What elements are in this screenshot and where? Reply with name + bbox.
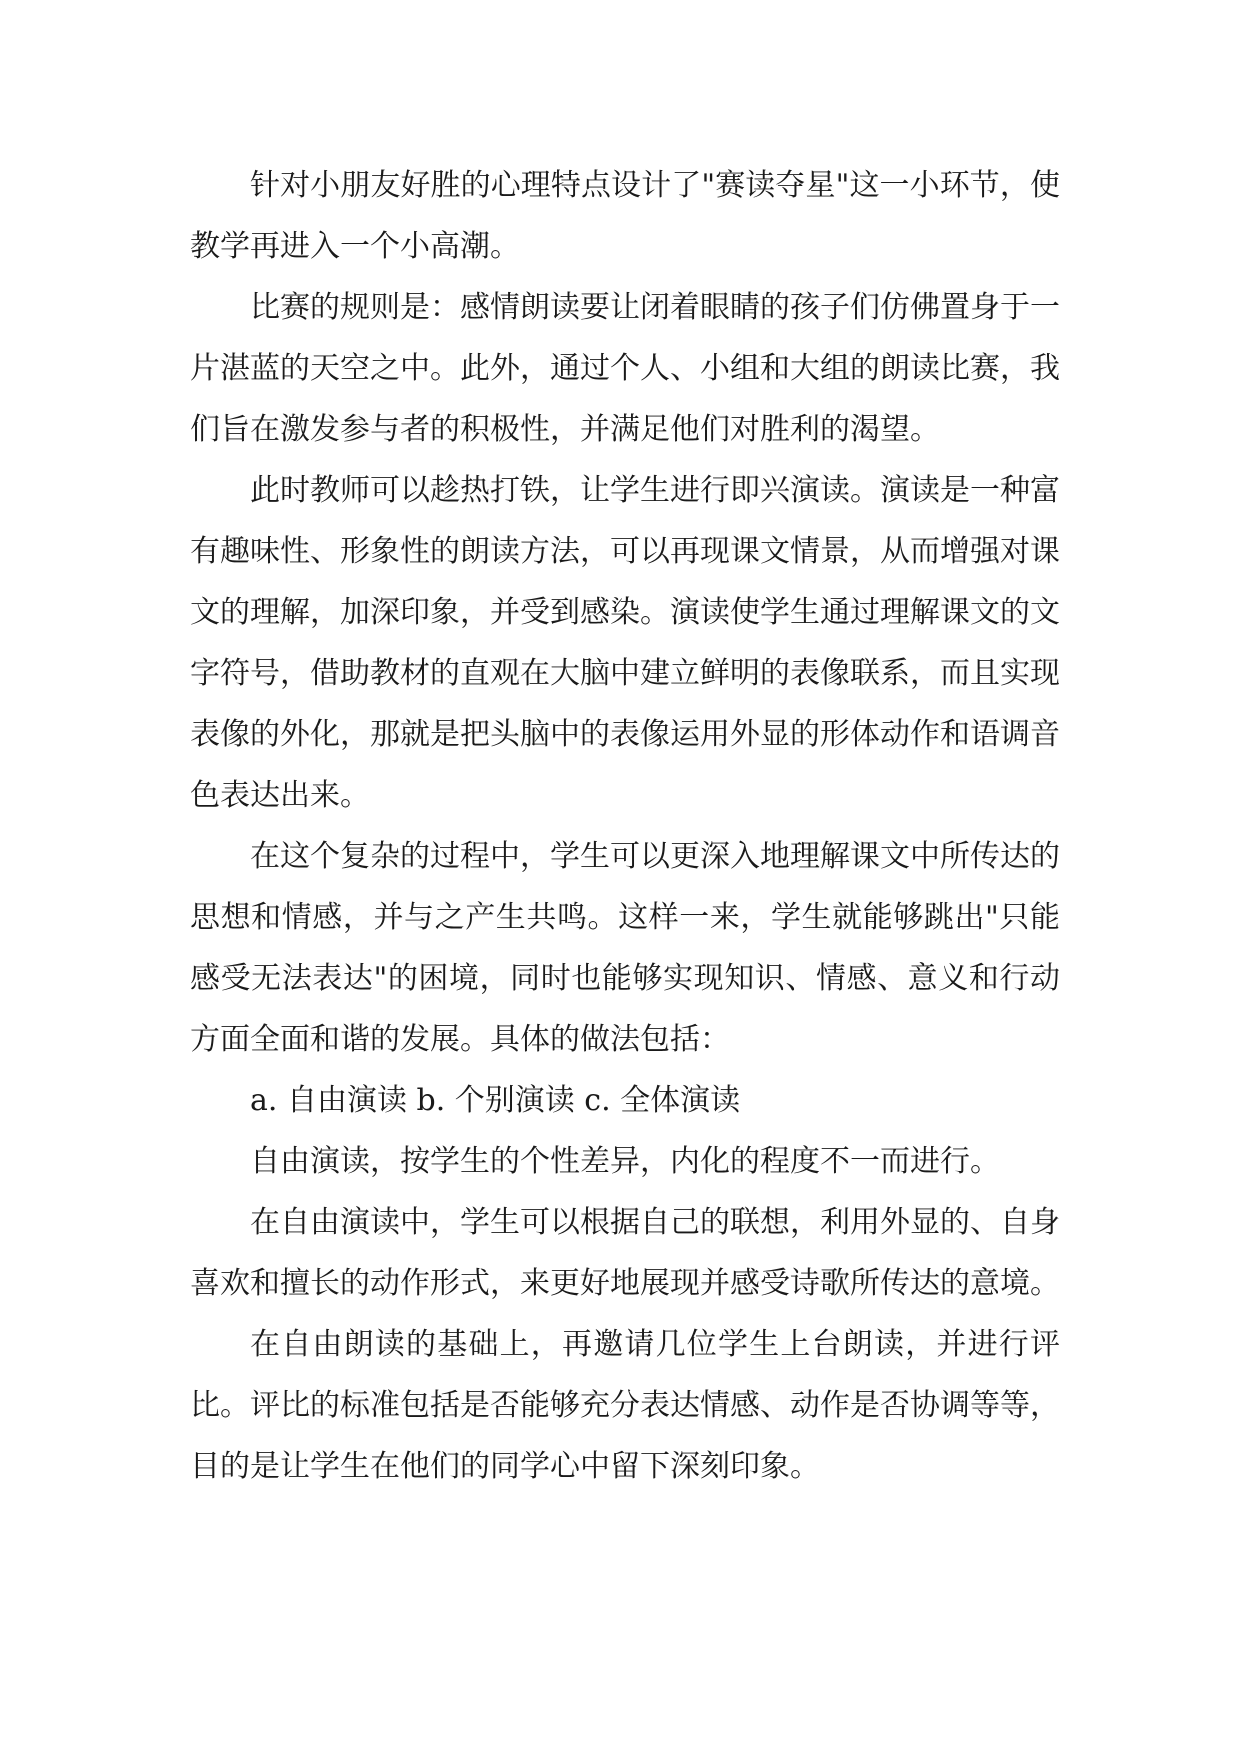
paragraph: 比赛的规则是：感情朗读要让闭着眼睛的孩子们仿佛置身于一片湛蓝的天空之中。此外，通过个人、小组和大组的朗读比赛，我们旨在激发参与者的积极性，并满足他们对胜利的渴望。 xyxy=(190,290,1060,447)
paragraph: 在这个复杂的过程中，学生可以更深入地理解课文中所传达的思想和情感，并与之产生共鸣。这样一来，学生就能够跳出"只能感受无法表达"的困境，同时也能够实现知识、情感、意义和行动方面全面和谐的发展。具体的做法包括： xyxy=(190,839,1060,1057)
paragraph: 在自由演读中，学生可以根据自己的联想，利用外显的、自身喜欢和擅长的动作形式，来更好地展现并感受诗歌所传达的意境。 xyxy=(190,1205,1060,1301)
list-options-line: a. 自由演读 b. 个别演读 c. 全体演读 xyxy=(250,1083,741,1118)
paragraph: 自由演读，按学生的个性差异，内化的程度不一而进行。 xyxy=(250,1144,1000,1179)
paragraph: 此时教师可以趁热打铁，让学生进行即兴演读。演读是一种富有趣味性、形象性的朗读方法，可以再现课文情景，从而增强对课文的理解，加深印象，并受到感染。演读使学生通过理解课文的文字符号，借助教材的直观在大脑中建立鲜明的表像联系，而且实现表像的外化，那就是把头脑中的表像运用外显的形体动作和语调音色表达出来。 xyxy=(190,473,1060,813)
paragraph: 在自由朗读的基础上，再邀请几位学生上台朗读，并进行评比。评比的标准包括是否能够充分表达情感、动作是否协调等等，目的是让学生在他们的同学心中留下深刻印象。 xyxy=(190,1327,1060,1484)
document-body xyxy=(190,155,1060,1497)
paragraph: 针对小朋友好胜的心理特点设计了"赛读夺星"这一小环节，使教学再进入一个小高潮。 xyxy=(190,168,1060,264)
